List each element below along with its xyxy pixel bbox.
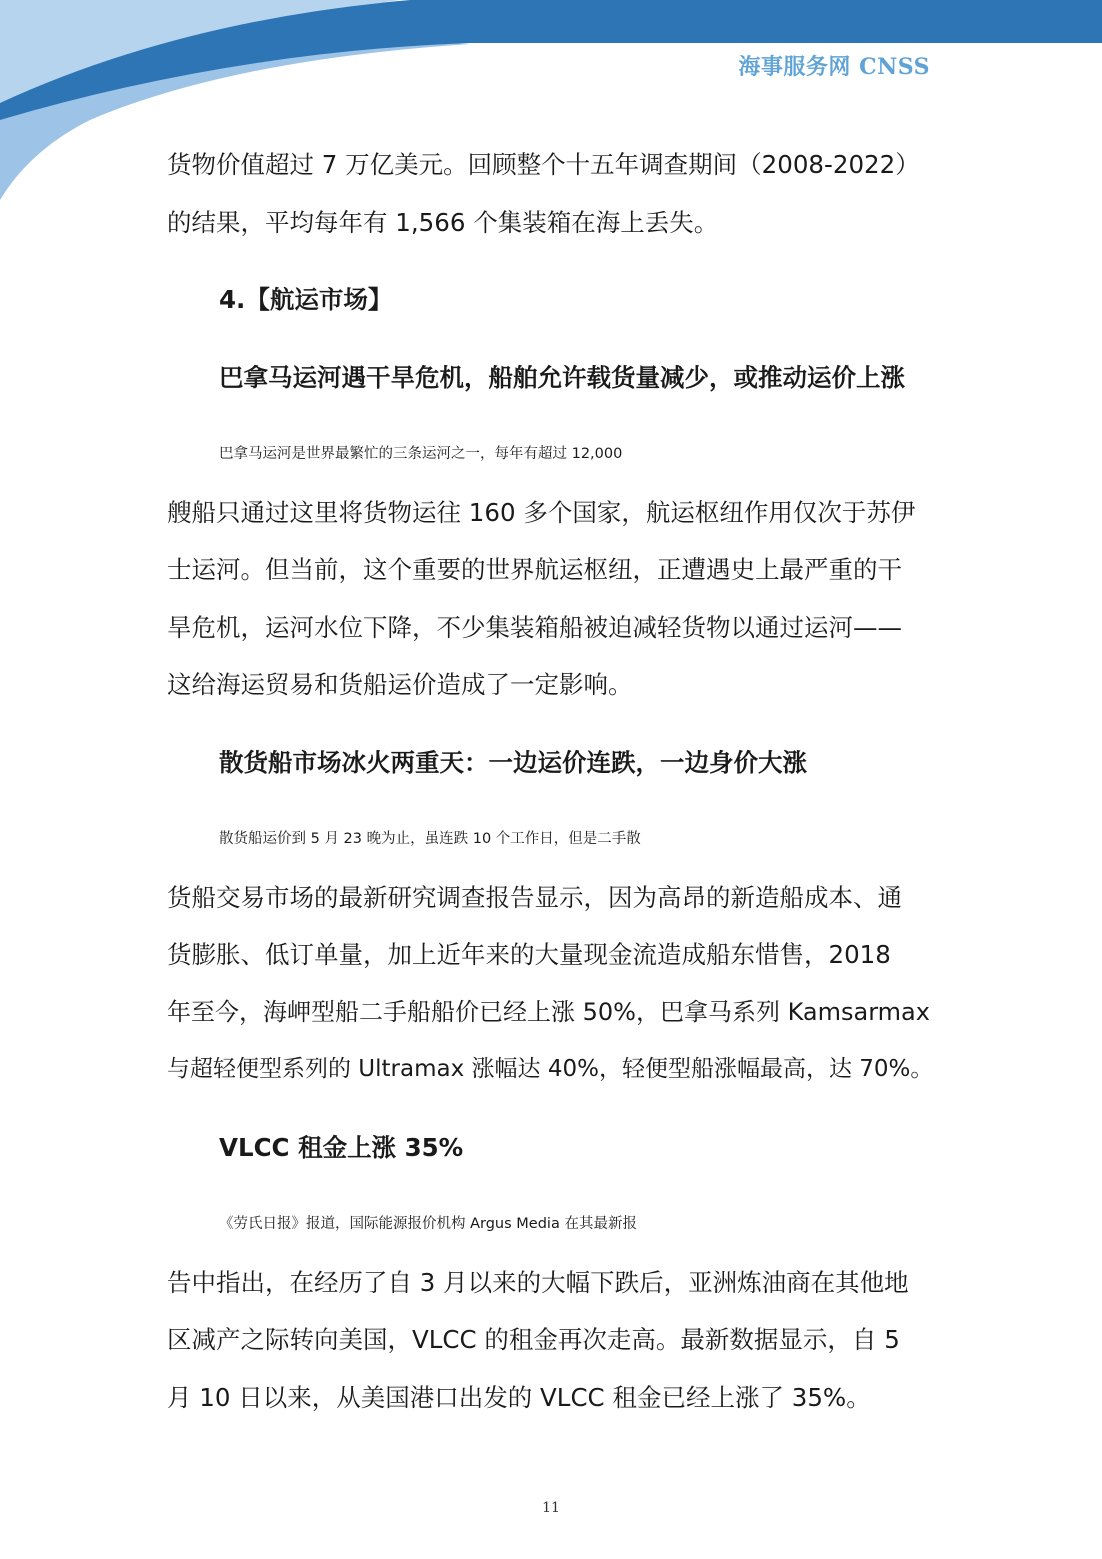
text-line: 这给海运贸易和货船运价造成了一定影响。 [167, 670, 633, 699]
article-title: VLCC 租金上涨 35% [219, 1132, 464, 1162]
article-title: 散货船市场冰火两重天：一边运价连跌，一边身价大涨 [219, 747, 807, 777]
section-title: 4.【航运市场】 [219, 285, 393, 314]
brand-logo-text: 海事服务网 CNSS [738, 54, 930, 80]
text-line: 月 10 日以来，从美国港口出发的 VLCC 租金已经上涨了 35%。 [167, 1382, 871, 1412]
intro-paragraph [167, 136, 935, 251]
text-line: 散货船运价到 5 月 23 晚为止，虽连跌 10 个工作日，但是二手散 [219, 831, 641, 847]
text-line: 士运河。但当前，这个重要的世界航运枢纽，正遭遇史上最严重的干 [167, 555, 902, 584]
text-line: 《劳氏日报》报道，国际能源报价机构 Argus Media 在其最新报 [219, 1216, 637, 1232]
text-line: 与超轻便型系列的 Ultramax 涨幅达 40%，轻便型船涨幅最高，达 70%。 [167, 1056, 934, 1082]
text-line: 告中指出，在经历了自 3 月以来的大幅下跌后，亚洲炼油商在其他地 [167, 1267, 909, 1297]
article-paragraph [167, 1196, 935, 1426]
text-line: 货物价值超过 7 万亿美元。回顾整个十五年调查期间（2008-2022） [167, 150, 920, 179]
text-line: 旱危机，运河水位下降，不少集装箱船被迫减轻货物以通过运河—— [167, 612, 902, 642]
article-paragraph [167, 811, 935, 1099]
text-line: 货膨胀、低订单量，加上近年来的大量现金流造成船东惜售，2018 [167, 940, 891, 969]
page-number: 11 [542, 1500, 560, 1516]
text-line: 艘船只通过这里将货物运往 160 多个国家，航运枢纽作用仅次于苏伊 [167, 497, 916, 527]
text-line: 的结果，平均每年有 1,566 个集装箱在海上丢失。 [167, 207, 719, 237]
document-body [167, 136, 935, 1426]
text-line: 货船交易市场的最新研究调查报告显示，因为高昂的新造船成本、通 [167, 882, 902, 912]
text-line: 区减产之际转向美国，VLCC 的租金再次走高。最新数据显示，自 5 [167, 1325, 900, 1354]
text-line: 年至今，海岬型船二手船船价已经上涨 50%，巴拿马系列 Kamsarmax [167, 997, 930, 1026]
text-line: 巴拿马运河是世界最繁忙的三条运河之一，每年有超过 12,000 [219, 446, 623, 462]
article-title: 巴拿马运河遇干旱危机，船舶允许载货量减少，或推动运价上涨 [219, 362, 905, 392]
article-paragraph [167, 426, 935, 714]
